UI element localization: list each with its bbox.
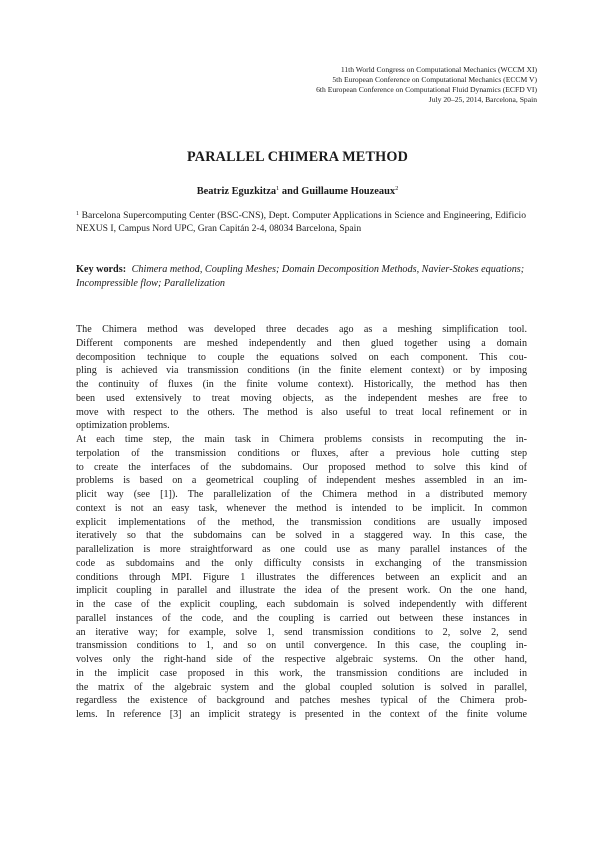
body-line: in the case of the explicit coupling, each subdomain is solved independently with different bbox=[76, 599, 527, 610]
author-name: Guillaume Houzeaux bbox=[301, 186, 396, 197]
body-line: Different components are meshed independently and then glued together using a domain bbox=[76, 337, 527, 349]
body-line: parallelization is more straightforward as one could use as many parallel instances of the bbox=[76, 544, 527, 555]
body-line: an iterative way; for example, solve 1, send transmission conditions to 2, solve 2, send bbox=[76, 626, 527, 638]
paper-title: PARALLEL CHIMERA METHOD bbox=[186, 149, 409, 165]
body-line: transmission conditions to 1, and so on until convergence. In this case, the coupling in- bbox=[76, 640, 527, 652]
affiliation-mark: 1 bbox=[276, 185, 280, 192]
body-line: the matrix of the algebraic system and the global coupled solution is solved in parallel, bbox=[76, 681, 527, 693]
conference-line: 6th European Conference on Computational Fluid Dynamics (ECFD VI) bbox=[316, 85, 537, 94]
body-line: pling is achieved via transmission conditions (in the finite element context) or by imposing bbox=[76, 365, 527, 377]
body-line: At each time step, the main task in Chimera problems consists in recomputing the in- bbox=[76, 434, 527, 445]
body-line: in the implicit case proposed in this work, the transmission conditions are included in bbox=[76, 667, 527, 679]
body-line: The Chimera method was developed three decades ago as a meshing simplification tool. bbox=[76, 324, 527, 335]
body-line: been used extensively to treat moving objects, as the independent meshes are free to bbox=[76, 392, 527, 404]
body-line: iteratively so that the subdomains can be solved in a staggered way. In this case, the bbox=[76, 530, 527, 542]
body-line: conditions through MPI. Figure 1 illustrates the differences between an explicit and an bbox=[76, 571, 527, 583]
body-line: lems. In reference [3] an implicit strategy is presented in the context of the finite volume bbox=[76, 709, 527, 720]
body-line: code as subdomains and the only difficulty consists in exchanging of the transmission bbox=[76, 557, 527, 569]
affiliation-mark: 1 bbox=[76, 211, 79, 217]
body-line: explicit implementations of the method, the transmission conditions are usually imposed bbox=[76, 516, 527, 528]
body-paragraph bbox=[76, 323, 527, 722]
body-line: regardless the existence of background and patches meshes typical of the Chimera prob- bbox=[76, 695, 527, 707]
body-line: terpolation of the transmission conditions or fluxes, after a previous hole cutting step bbox=[76, 447, 527, 459]
conference-date-line: July 20–25, 2014, Barcelona, Spain bbox=[428, 95, 537, 104]
body-line: problems is based on a geometrical coupling of independent meshes assembled in an im- bbox=[76, 475, 527, 487]
body-line: parallel instances of the code, and the coupling is carried out between these instances in bbox=[76, 612, 527, 624]
body-line: the continuity of fluxes (in the finite volume context). Historically, the method has then bbox=[76, 379, 527, 390]
body-line: implicit coupling in parallel and illustrate the idea of the present work. On the one hand, bbox=[76, 585, 527, 597]
conference-line: 5th European Conference on Computational Mechanics (ECCM V) bbox=[332, 75, 537, 84]
body-line: plicit way (see [1]). The parallelization of the Chimera method in a distributed memory bbox=[76, 489, 527, 500]
conference-line: 11th World Congress on Computational Mechanics (WCCM XI) bbox=[340, 65, 537, 74]
body-line: decomposition technique to couple the equations solved on each component. This cou- bbox=[76, 351, 527, 363]
body-line: to create the interfaces of the subdomains. Our proposed method to solve this kind of bbox=[76, 461, 527, 473]
keywords-text: Chimera method, Coupling Meshes; Domain Decomposition Methods, Navier-Stokes equations; Incompressible flow; Parallelization bbox=[76, 264, 525, 289]
author-line bbox=[0, 185, 595, 197]
affiliation-text: Barcelona Supercomputing Center (BSC-CNS), Dept. Computer Applications in Science and Engineering, Edificio NEXUS I, Campus Nord UPC, Gran Capitán 2-4, 08034 Barcelona, Spain bbox=[76, 210, 526, 234]
body-line: volves only the right-hand side of the respective algebraic systems. On the other hand, bbox=[76, 654, 527, 665]
affiliation bbox=[76, 208, 526, 235]
conference-header bbox=[316, 65, 537, 105]
affiliation-mark: 2 bbox=[395, 185, 399, 192]
keywords bbox=[76, 263, 526, 291]
keywords-label: Key words: bbox=[76, 264, 127, 275]
body-line: move with respect to the others. The method is also useful to treat local refinement or in bbox=[76, 406, 527, 418]
body-line: optimization problems. bbox=[76, 420, 170, 432]
author-conjunction: and bbox=[279, 186, 302, 197]
body-line: context is not an easy task, whenever the method is intended to be implicit. In common bbox=[76, 502, 527, 514]
author-name: Beatriz Eguzkitza bbox=[196, 186, 277, 197]
